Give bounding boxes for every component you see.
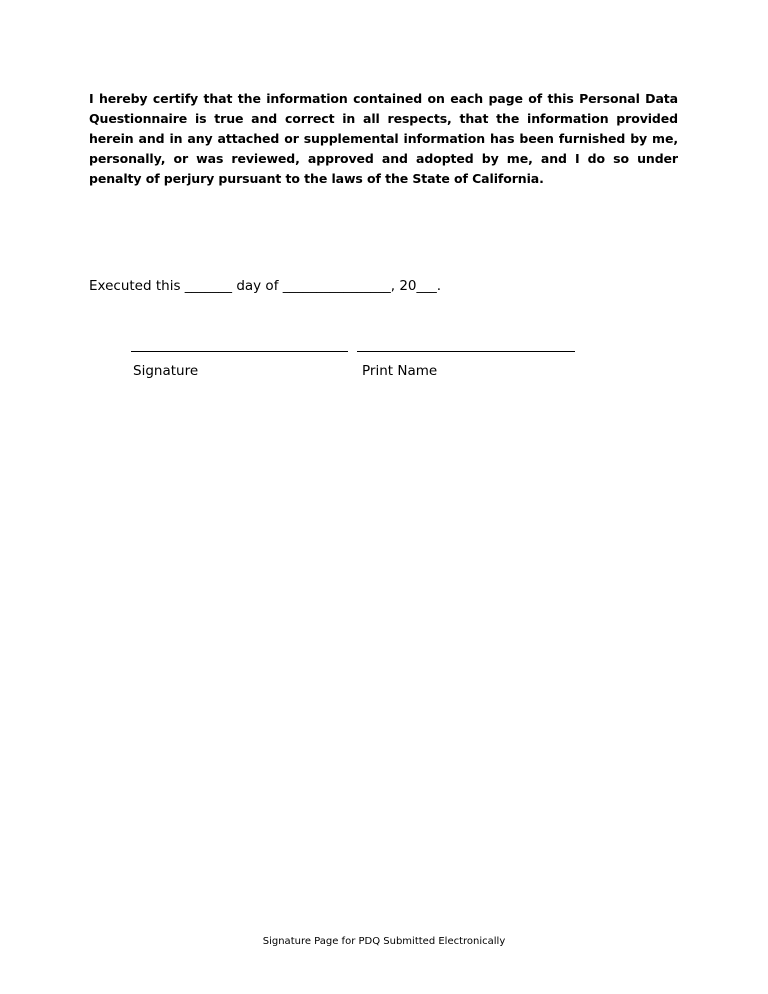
print-name-label: Print Name — [362, 363, 438, 379]
executed-date-line: Executed this _______ day of ________________, 20___. — [89, 278, 442, 294]
signature-label: Signature — [133, 363, 199, 379]
signature-line — [131, 351, 348, 352]
print-name-line — [357, 351, 575, 352]
page-footer: Signature Page for PDQ Submitted Electronically — [262, 936, 506, 947]
certification-statement: I hereby certify that the information contained on each page of this Personal Data Questionnaire is true and correct in all respects, that the information provided herein and in any attached or supplemental information has been furnished by me, personally, or was reviewed, approved and adopted by me, and I do so under penalty of perjury pursuant to the laws of the State of California. — [89, 91, 678, 186]
